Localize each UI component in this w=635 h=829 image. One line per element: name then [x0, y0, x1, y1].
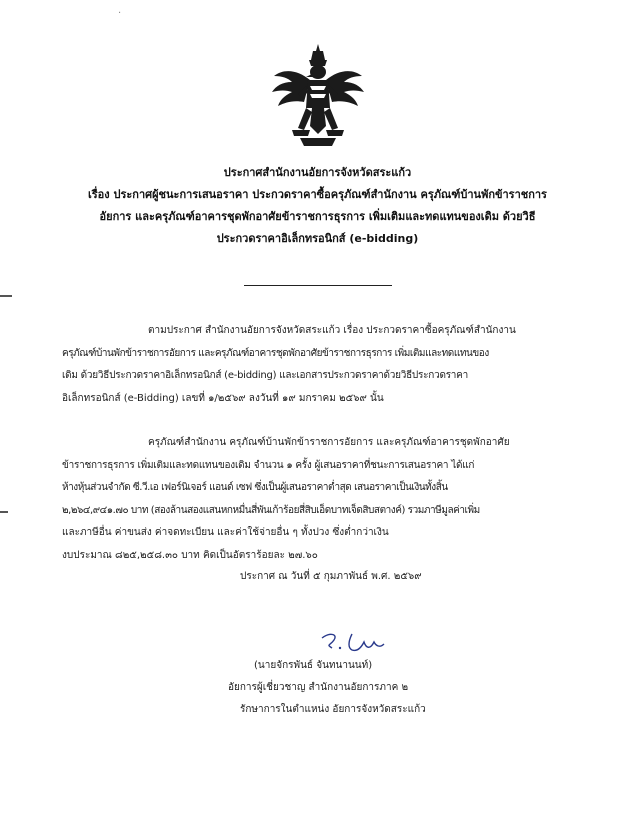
signatory-name: (นายจักรพันธ์ จันทนานนท์): [254, 660, 373, 671]
paragraph-line: และภาษีอื่น ค่าขนส่ง ค่าจดทะเบียน และค่าใช้จ่ายอื่น ๆ ทั้งปวง ซึ่งต่ำกว่าเงิน: [62, 527, 389, 538]
garuda-emblem: [270, 42, 366, 152]
subject-line-2: อัยการ และครุภัณฑ์อาคารชุดพักอาศัยข้าราชการธุรการ เพิ่มเติมและทดแทนของเดิม ด้วยวิธี: [99, 210, 536, 223]
paragraph-line: ข้าราชการธุรการ เพิ่มเติมและทดแทนของเดิม จำนวน ๑ ครั้ง ผู้เสนอราคาที่ชนะการเสนอราคา ได้แก่: [62, 459, 475, 471]
award-paragraph: [62, 432, 582, 567]
signatory-position: อัยการผู้เชี่ยวชาญ สำนักงานอัยการภาค ๒: [228, 682, 409, 693]
scan-speck: ·: [118, 8, 122, 19]
paragraph-line: ๒,๒๖๔,๙๔๑.๗๐ บาท (สองล้านสองแสนหกหมื่นสี่พันเก้าร้อยสี่สิบเอ็ดบาทเจ็ดสิบสตางค์) รวมภาษีมูลค่าเพิ่ม: [62, 504, 480, 516]
paragraph-line: เดิม ด้วยวิธีประกวดราคาอิเล็กทรอนิกส์ (e-bidding) และเอกสารประกวดราคาด้วยวิธีประกวดราคา: [62, 370, 468, 381]
paragraph-line: ห้างหุ้นส่วนจำกัด ซี.วี.เอ เฟอร์นิเจอร์ แอนด์ เซฟ ซึ่งเป็นผู้เสนอราคาต่ำสุด เสนอราคาเป็นเงินทั้งสิ้น: [62, 482, 448, 493]
paragraph-line: งบประมาณ ๘๒๕,๒๕๘.๓๐ บาท คิดเป็นอัตราร้อยละ ๒๗.๖๐: [62, 549, 318, 561]
paragraph-line: ตามประกาศ สำนักงานอัยการจังหวัดสระแก้ว เรื่อง ประกวดราคาซื้อครุภัณฑ์สำนักงาน: [148, 325, 516, 336]
signatory-block: [228, 655, 518, 721]
signatory-acting-position: รักษาการในตำแหน่ง อัยการจังหวัดสระแก้ว: [240, 704, 426, 715]
paragraph-line: ครุภัณฑ์สำนักงาน ครุภัณฑ์บ้านพักข้าราชการอัยการ และครุภัณฑ์อาคารชุดพักอาศัย: [148, 437, 510, 448]
announcement-date: ประกาศ ณ วันที่ ๕ กุมภาพันธ์ พ.ศ. ๒๕๖๙: [240, 571, 422, 582]
scan-edge-mark: [0, 511, 8, 513]
title-divider: [244, 285, 392, 286]
announcement-title: ประกาศสำนักงานอัยการจังหวัดสระแก้ว: [223, 166, 412, 179]
subject-line-3: ประกวดราคาอิเล็กทรอนิกส์ (e-bidding): [216, 232, 419, 245]
subject-line-1: เรื่อง ประกาศผู้ชนะการเสนอราคา ประกวดราคาซื้อครุภัณฑ์สำนักงาน ครุภัณฑ์บ้านพักข้าราชการ: [88, 188, 547, 201]
scan-edge-mark: [0, 295, 12, 297]
handwritten-signature: [318, 628, 398, 656]
paragraph-line: อิเล็กทรอนิกส์ (e-Bidding) เลขที่ ๑/๒๕๖๙ ลงวันที่ ๑๙ มกราคม ๒๕๖๙ นั้น: [62, 392, 384, 404]
reference-paragraph: [62, 320, 582, 410]
paragraph-line: ครุภัณฑ์บ้านพักข้าราชการอัยการ และครุภัณฑ์อาคารชุดพักอาศัยข้าราชการธุรการ เพิ่มเติมและทดแทนของ: [62, 347, 489, 359]
